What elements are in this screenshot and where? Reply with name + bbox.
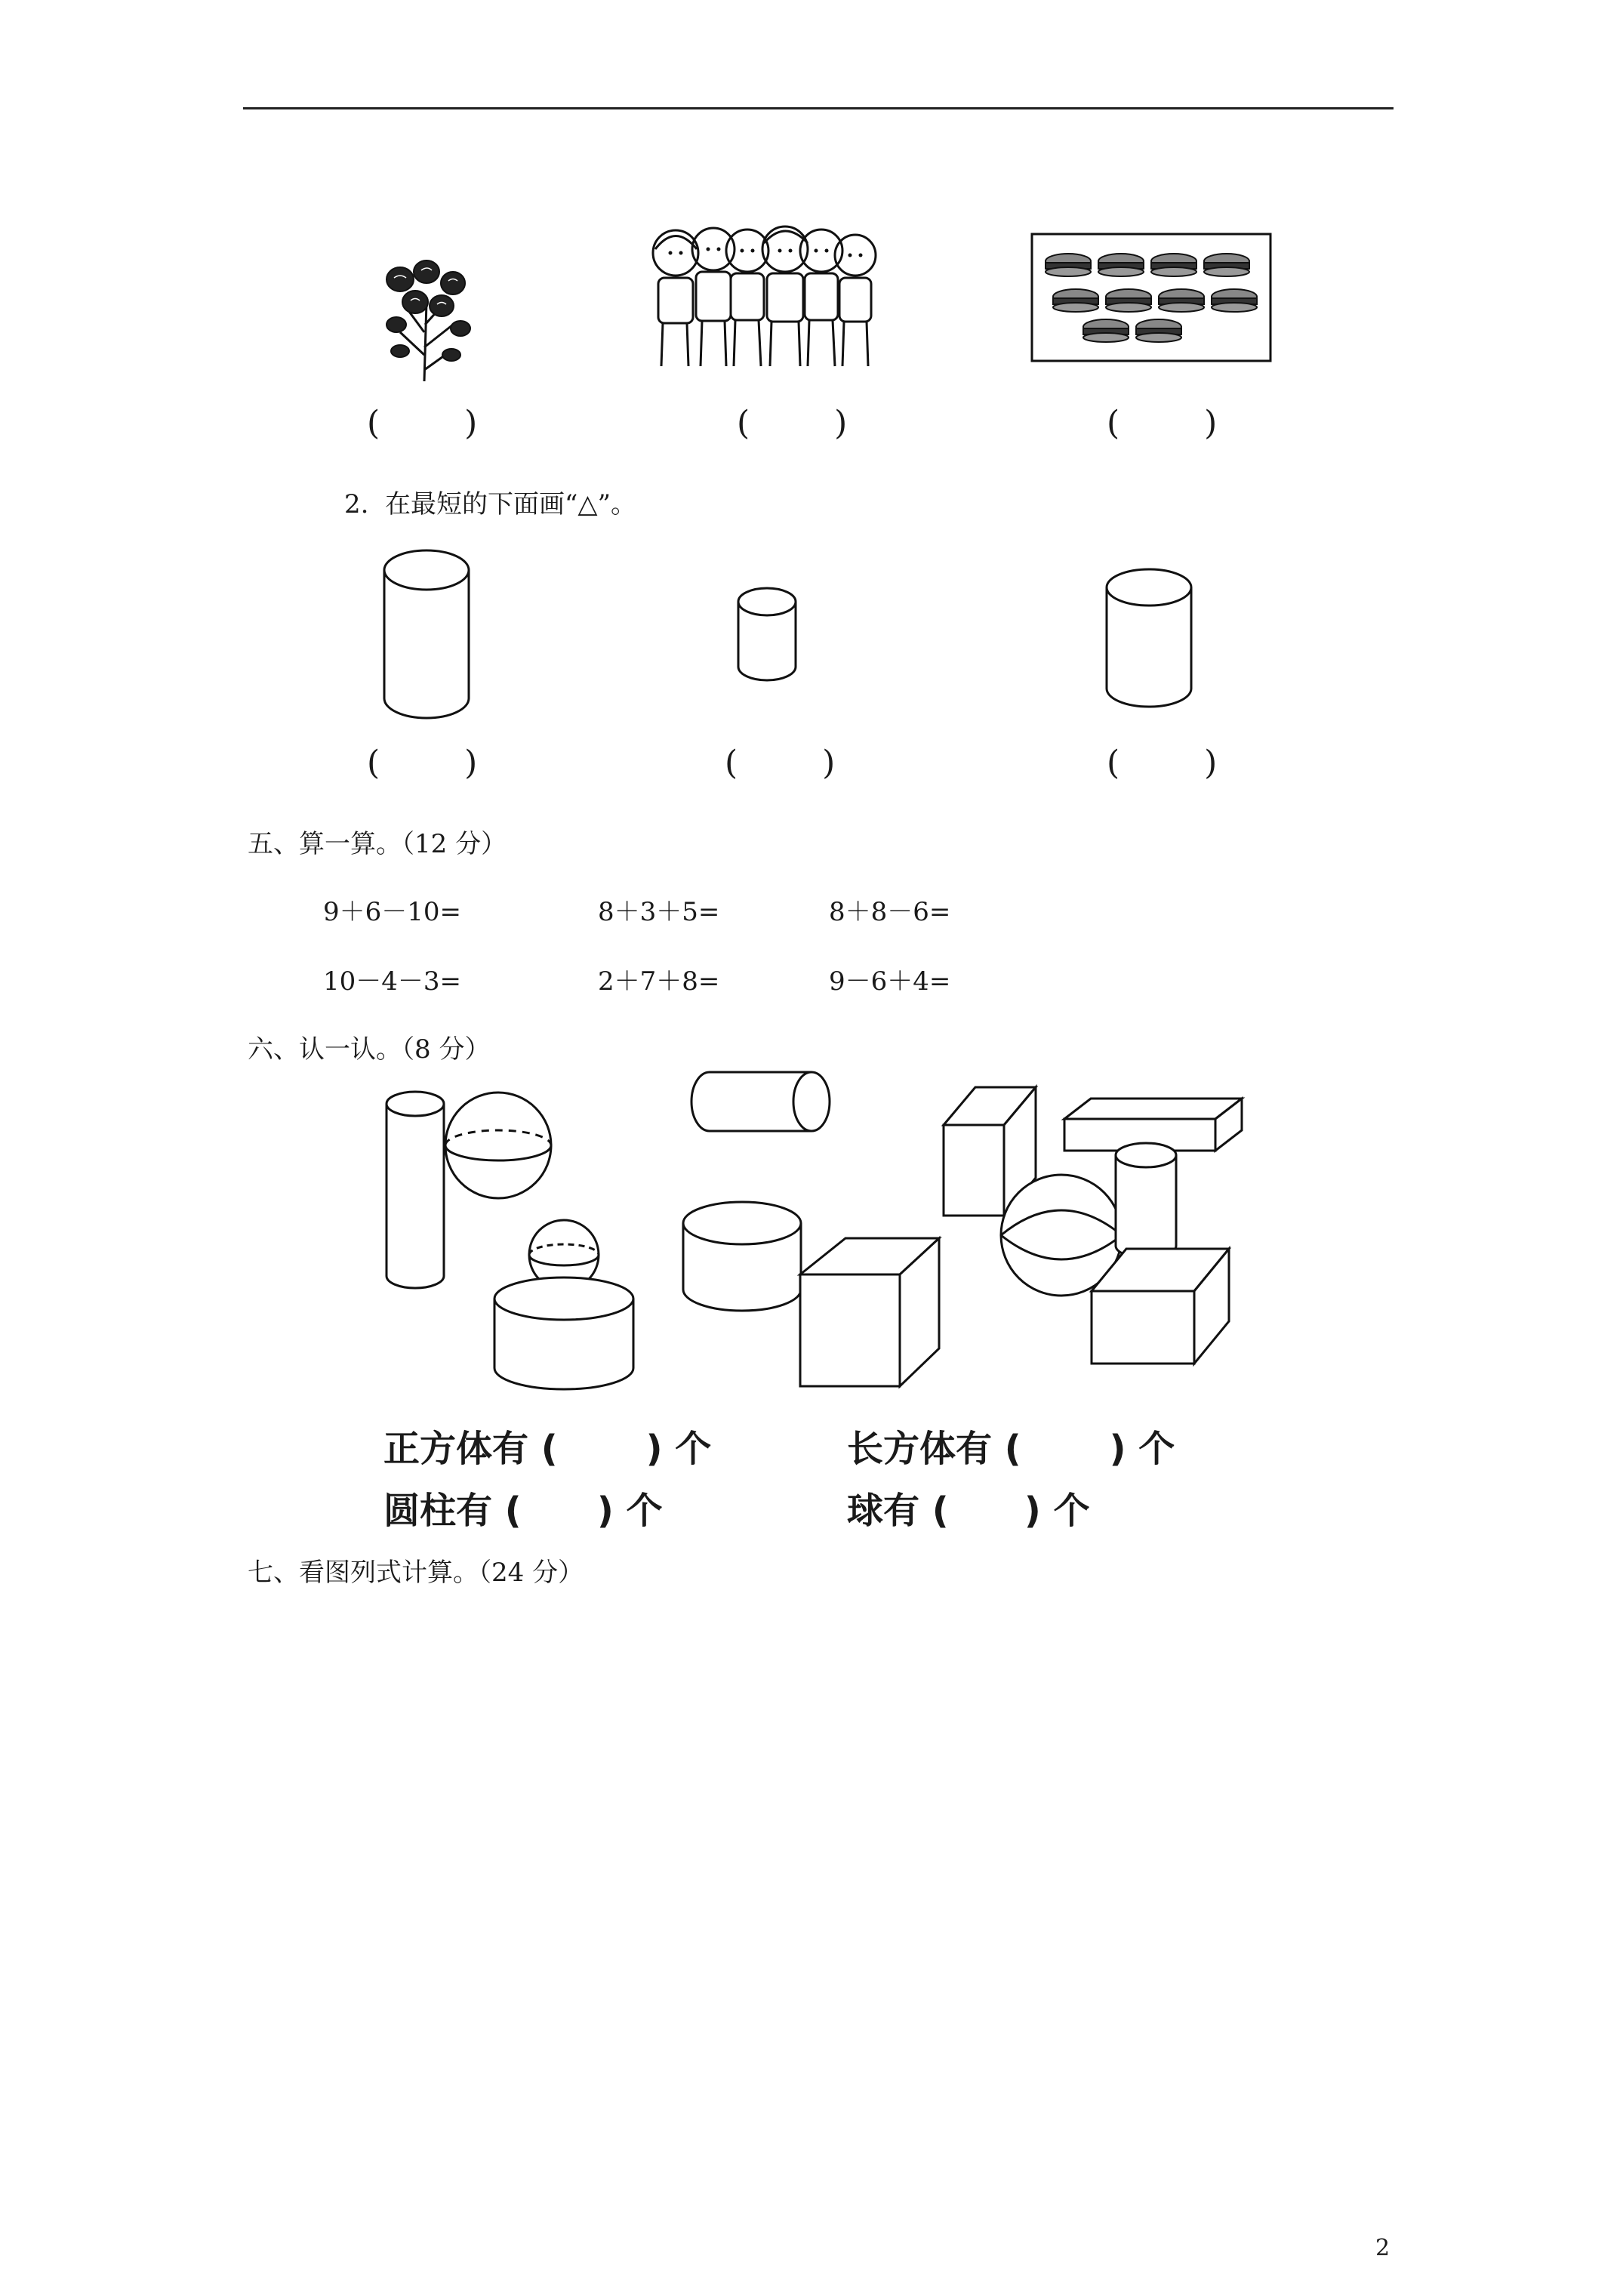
page-number: 2: [1375, 2235, 1390, 2261]
question-2-text: 2. 在最短的下面画“△”。: [344, 489, 636, 519]
answer-blank[interactable]: ( ): [1107, 404, 1221, 442]
cylinder-short: [736, 585, 798, 683]
math-problem: 2＋7＋8=: [598, 966, 720, 997]
math-problem: 10－4－3=: [323, 966, 462, 997]
math-problem: 8＋3＋5=: [598, 897, 720, 927]
children-group-icon: [642, 219, 883, 378]
math-problem: 8＋8－6=: [829, 897, 951, 927]
hamburgers-box-icon: [1030, 233, 1272, 362]
sphere-count-label: 球有 ( ) 个: [847, 1490, 1090, 1532]
solid-shapes-figure: [377, 1072, 1283, 1397]
math-problem: 9＋6－10=: [323, 897, 462, 927]
section-6-heading: 六、认一认。（8 分）: [248, 1034, 491, 1065]
answer-blank[interactable]: ( ): [725, 744, 839, 782]
cylinder-medium: [1104, 566, 1194, 710]
cube-count-label: 正方体有 ( ) 个: [383, 1428, 712, 1470]
cuboid-count-label: 长方体有 ( ) 个: [847, 1428, 1175, 1470]
answer-blank[interactable]: ( ): [1107, 744, 1221, 782]
answer-blank[interactable]: ( ): [367, 404, 481, 442]
header-rule: [243, 107, 1394, 109]
cylinder-tall: [381, 547, 472, 721]
roses-bouquet-icon: [355, 242, 506, 385]
answer-blank[interactable]: ( ): [367, 744, 481, 782]
answer-blank[interactable]: ( ): [737, 404, 851, 442]
section-5-heading: 五、算一算。（12 分）: [248, 829, 507, 859]
math-problem: 9－6＋4=: [829, 966, 951, 997]
cylinder-count-label: 圆柱有 ( ) 个: [383, 1490, 663, 1532]
section-7-heading: 七、看图列式计算。（24 分）: [248, 1558, 584, 1588]
